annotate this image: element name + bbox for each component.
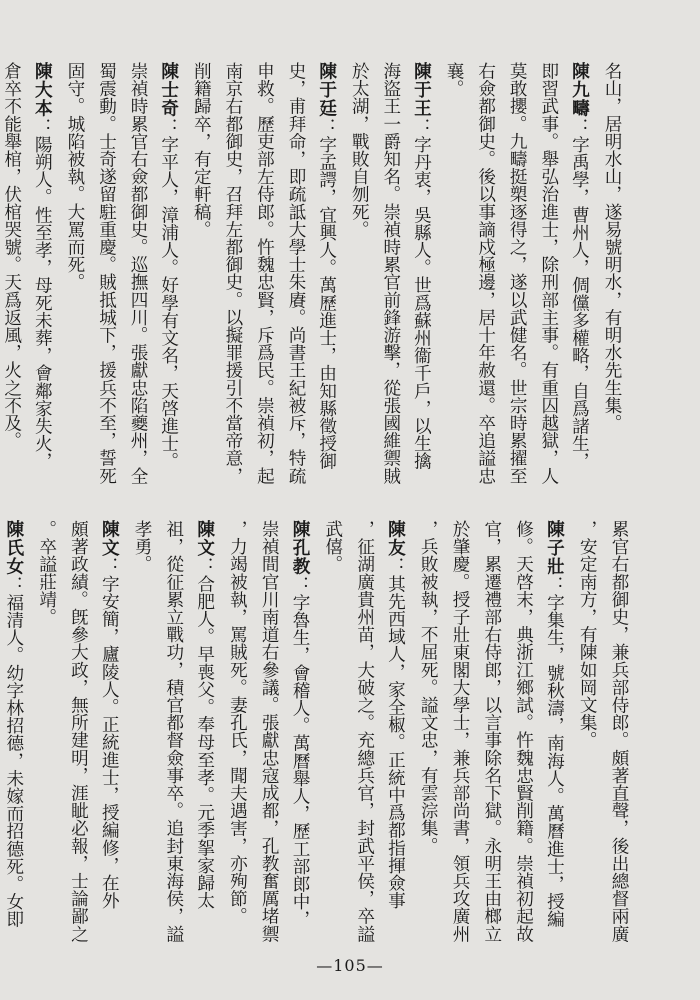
column-text: 海盜王一爵知名。崇禎時累官前鋒游擊，從張國維禦賊	[380, 62, 401, 485]
entry-name: 陳文	[99, 520, 121, 558]
column-text: 崇禎間官川南道右參議。張獻忠寇成都，孔教奮厲堵禦	[259, 520, 280, 943]
column-text: 固守。城陷被執。大罵而死。	[64, 62, 85, 291]
text-column	[537, 62, 560, 504]
text-column	[512, 520, 535, 962]
text-column	[474, 62, 497, 504]
column-text: ：福清人。幼字林招德，未嫁而招德死。女即	[3, 575, 24, 928]
text-column	[95, 62, 118, 504]
text-column	[3, 520, 26, 962]
column-text: ：字集生，號秋濤，南海人。萬曆進士，授編	[544, 575, 565, 928]
column-text: ：字安簡，廬陵人。正統進士，授編修，在外	[99, 557, 120, 910]
column-text: 崇禎時累官右僉都御史。巡撫四川。張獻忠陷夔州，全	[128, 62, 149, 485]
text-column	[289, 520, 312, 962]
column-text: 右僉都御史。後以事謫戍極邊，居十年赦還。卒追謚忠	[475, 62, 496, 485]
column-text: 武僖。	[322, 520, 343, 573]
column-text: 史，甫拜命，即疏詆大學士朱賡。尚書王紀被斥，特疏	[286, 62, 307, 485]
entry-name: 陳九疇	[569, 62, 591, 118]
upper-text-block	[1, 62, 623, 504]
column-text: 申救。歷吏部左侍郎。忤魏忠賢，斥爲民。崇禎初，起	[254, 62, 275, 485]
text-column	[575, 520, 598, 962]
text-column	[63, 62, 86, 504]
text-column	[321, 520, 344, 962]
column-text: ，力竭被執，罵賊死。妻孔氏，聞夫遇害，亦殉節。	[227, 520, 248, 925]
text-column	[225, 520, 248, 962]
text-column	[284, 62, 307, 504]
text-column	[316, 62, 339, 504]
page-number: —105—	[316, 956, 384, 975]
entry-name: 陳于王	[411, 62, 433, 118]
text-column	[600, 62, 623, 504]
text-column	[35, 520, 58, 962]
text-column	[0, 62, 23, 504]
text-column	[543, 520, 566, 962]
column-text: ：陽朔人。性至孝，母死未葬，會鄰家失火，	[32, 117, 53, 470]
column-text: ，安定南方，有陳如岡文集。	[577, 520, 598, 749]
column-text: 孝勇。	[132, 520, 153, 573]
text-column	[607, 520, 630, 962]
text-column	[126, 62, 149, 504]
text-column	[568, 62, 591, 504]
column-text: ：其先西域人，家全椒。正統中爲都指揮僉事	[385, 557, 406, 910]
column-text: 名山，居明水山，遂易號明水，有明水先生集。	[602, 62, 622, 432]
entry-name: 陳大本	[32, 62, 54, 118]
text-column	[158, 62, 181, 504]
text-column	[353, 520, 376, 962]
column-text: 蜀震動。士奇遂留駐重慶。賊抵城下，援兵不至，誓死	[96, 62, 117, 485]
column-text: 官，累遷禮部右侍郎，以言事除名下獄。永明王由榔立	[481, 520, 502, 943]
entry-name: 陳孔教	[290, 520, 312, 576]
column-text: ，兵敗被執，不屈死。謚文忠，有雲淙集。	[418, 520, 439, 855]
text-column	[130, 520, 153, 962]
column-text: 南京右都御史，召拜左都御史。以擬罪援引不當帝意，	[222, 62, 243, 485]
column-text: 。卒謚莊靖。	[36, 520, 57, 626]
column-text: ：字丹衷，吳縣人。世爲蘇州衞千戶，以生擒	[411, 117, 432, 470]
column-text: ：字禹學，曹州人，倜儻多權略，自爲諸生，	[569, 117, 590, 470]
text-column	[221, 62, 244, 504]
text-column	[384, 520, 407, 962]
entry-name: 陳友	[385, 520, 407, 558]
entry-name: 陳文	[194, 520, 216, 558]
text-column	[194, 520, 217, 962]
text-column	[505, 62, 528, 504]
entry-name: 陳士奇	[158, 62, 180, 118]
text-column	[31, 62, 54, 504]
text-column	[416, 520, 439, 962]
column-text: 於肇慶。授子壯東閣大學士，兼兵部尚書，領兵攻廣州	[450, 520, 471, 943]
text-column	[448, 520, 471, 962]
text-column	[98, 520, 121, 962]
column-text: 襄。	[444, 62, 465, 98]
column-text: 削籍歸卒，有定軒稿。	[191, 62, 212, 238]
column-text: 修。天啓末，典浙江鄉試。忤魏忠賢削籍。崇禎初起故	[513, 520, 534, 943]
lower-text-block	[3, 520, 630, 962]
column-text: 於太湖，戰敗自刎死。	[349, 62, 370, 238]
column-text: ：字平人，漳浦人。好學有文名，天啓進士。	[158, 117, 179, 470]
text-column	[480, 520, 503, 962]
column-text: 即習武事。舉弘治進士，除刑部主事。有重囚越獄，人	[538, 62, 559, 485]
column-text: ：合肥人。早喪父。奉母至孝。元季挐家歸太	[194, 557, 215, 910]
entry-name: 陳子壯	[544, 520, 566, 576]
text-column	[66, 520, 89, 962]
text-column	[162, 520, 185, 962]
entry-name: 陳于廷	[316, 62, 338, 118]
column-text: 莫敢攖。九疇挺槊逐得之，遂以武健名。世宗時累擢至	[507, 62, 528, 485]
text-column	[257, 520, 280, 962]
column-text: ：字魯生，會稽人。萬曆舉人，歷工部郎中，	[290, 575, 311, 928]
column-text: 累官右都御史，兼兵部侍郎。頗著直聲，後出總督兩廣	[609, 520, 629, 943]
text-column	[189, 62, 212, 504]
text-column	[347, 62, 370, 504]
column-text: 頗著政績。旣參大政，無所建明，涯眦必報，士論鄙之	[68, 520, 89, 943]
text-column	[379, 62, 402, 504]
text-column	[442, 62, 465, 504]
column-text: 倉卒不能舉棺，伏棺哭號。天爲返風，火之不及。	[1, 62, 22, 450]
column-text: ：字孟諤，宜興人。萬歷進士，由知縣徵授御	[316, 117, 337, 470]
text-column	[252, 62, 275, 504]
text-column	[410, 62, 433, 504]
column-text: ，征湖廣貴州苗，大破之。充總兵官，封武平侯，卒謚	[354, 520, 375, 943]
entry-name: 陳氏女	[3, 520, 25, 576]
column-text: 祖，從征累立戰功，積官都督僉事卒。追封東海侯，謚	[163, 520, 184, 943]
